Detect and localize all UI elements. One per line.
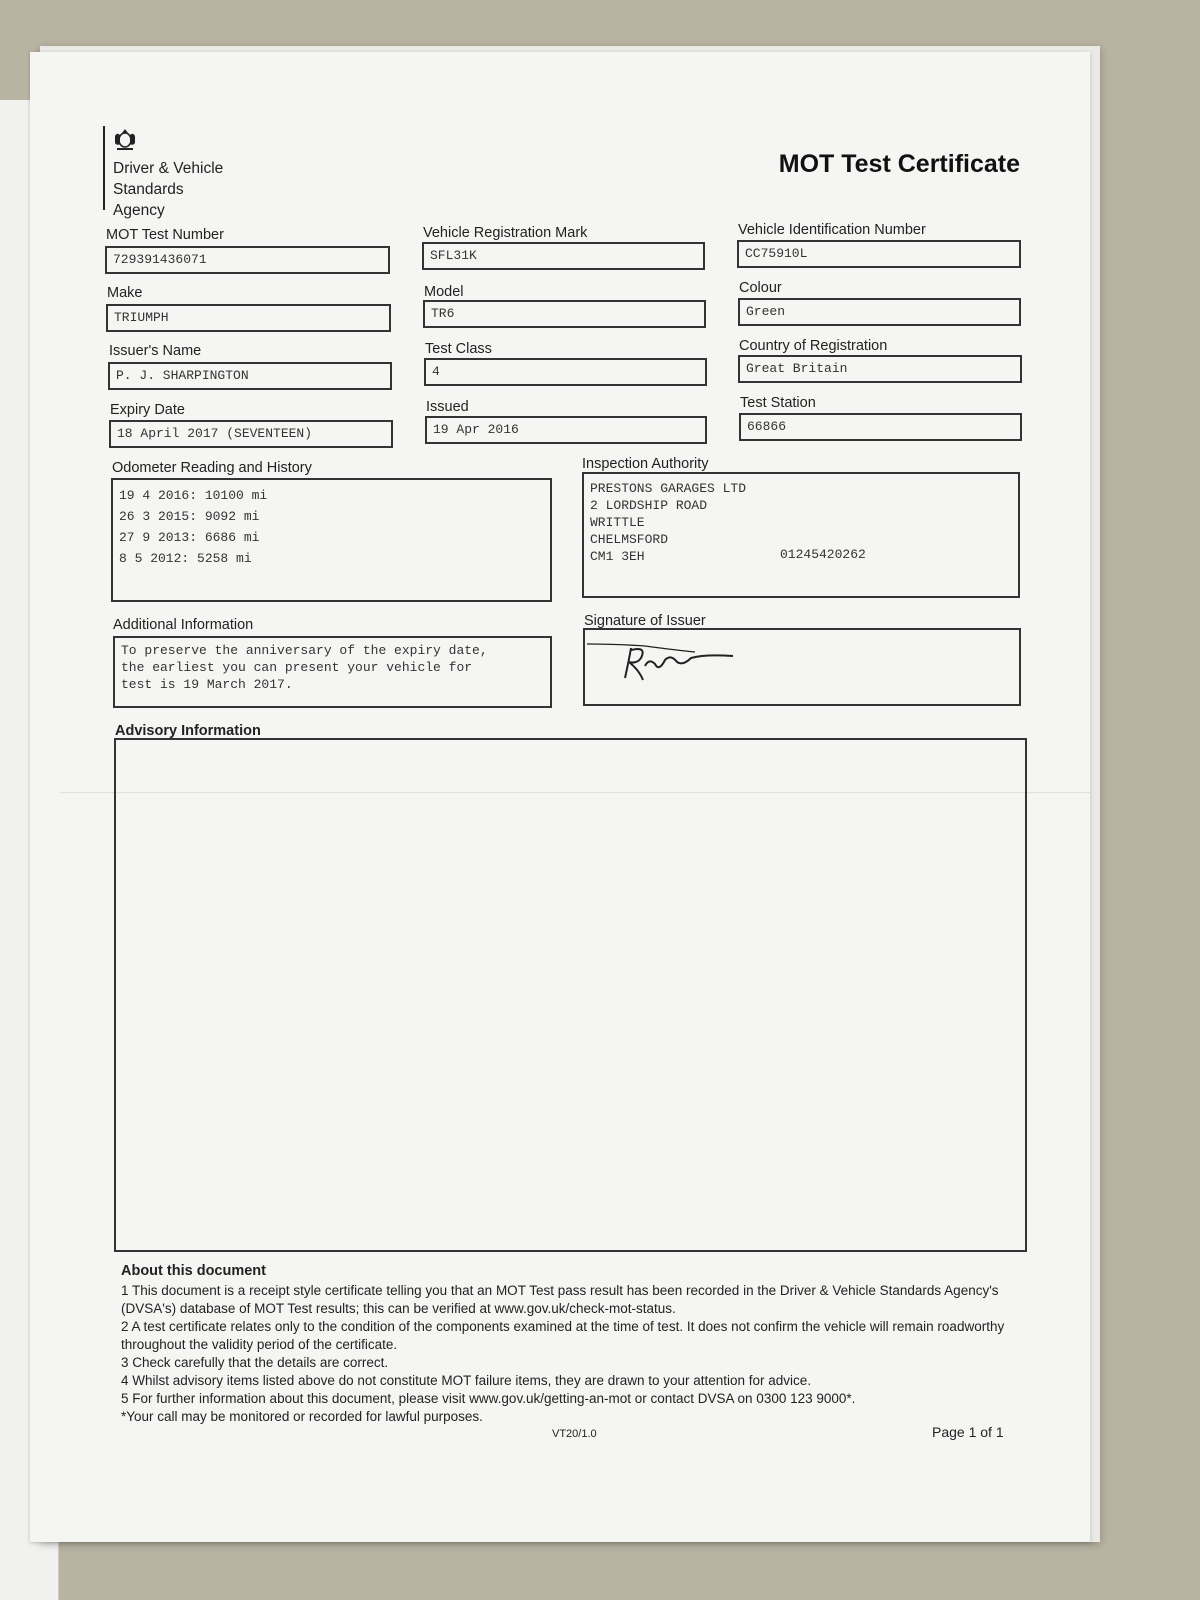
country-field	[738, 355, 1022, 383]
about-item: 2 A test certificate relates only to the condition of the components examined at the time of test. It does not confirm the vehicle will remain roadworthy throughout the validity period of the certificate.	[121, 1319, 1005, 1352]
issuer-name-label: Issuer's Name	[109, 343, 202, 359]
page-title: MOT Test Certificate	[778, 150, 1020, 178]
issuer-name-field	[108, 362, 392, 390]
registration-mark-field	[422, 242, 705, 270]
registration-mark-label: Vehicle Registration Mark	[423, 225, 588, 241]
inspection-authority-box	[582, 472, 1020, 598]
agency-name	[113, 158, 223, 221]
odometer-entry: 8 5 2012: 5258 mi	[119, 551, 252, 566]
agency-line-3: Agency	[113, 202, 165, 219]
test-station-label: Test Station	[740, 395, 816, 411]
address-line: WRITTLE	[590, 515, 645, 530]
vin-field	[737, 240, 1021, 268]
about-heading: About this document	[121, 1263, 266, 1279]
issued-field	[425, 416, 707, 444]
colour-value: Green	[746, 304, 786, 319]
issuer-name-value: P. J. SHARPINGTON	[116, 368, 249, 383]
logo-rule	[103, 126, 105, 210]
make-field	[106, 304, 391, 332]
agency-line-2: Standards	[113, 181, 184, 198]
registration-mark-value: SFL31K	[430, 248, 477, 263]
signature-label: Signature of Issuer	[584, 613, 706, 629]
address-line: PRESTONS GARAGES LTD	[590, 481, 747, 496]
issued-label: Issued	[426, 399, 469, 415]
odometer-history-box	[111, 478, 552, 602]
odometer-label: Odometer Reading and History	[112, 460, 312, 476]
issued-value: 19 Apr 2016	[433, 422, 519, 437]
model-value: TR6	[431, 306, 455, 321]
make-label: Make	[107, 285, 143, 301]
test-station-value: 66866	[747, 419, 787, 434]
additional-info-label: Additional Information	[113, 617, 254, 633]
dvsa-logo	[103, 126, 263, 219]
vin-value: CC75910L	[745, 246, 808, 261]
test-station-field	[739, 413, 1022, 441]
about-item: 5 For further information about this document, please visit www.gov.uk/getting-an-mot or contact DVSA on 0300 123 9000*.	[121, 1391, 856, 1406]
about-note: *Your call may be monitored or recorded for lawful purposes.	[121, 1409, 483, 1424]
form-code: VT20/1.0	[552, 1428, 597, 1440]
make-value: TRIUMPH	[114, 310, 169, 325]
about-item: 4 Whilst advisory items listed above do not constitute MOT failure items, they are drawn to your attention for advice.	[121, 1373, 812, 1388]
odometer-entry: 27 9 2013: 6686 mi	[119, 530, 260, 545]
expiry-date-label: Expiry Date	[110, 402, 185, 418]
odometer-entry: 19 4 2016: 10100 mi	[119, 488, 268, 503]
mot-test-number-value: 729391436071	[113, 252, 207, 267]
inspection-authority-label: Inspection Authority	[582, 456, 709, 472]
expiry-date-field	[109, 420, 393, 448]
model-field	[423, 300, 706, 328]
agency-line-1: Driver & Vehicle	[113, 160, 224, 177]
odometer-entry: 26 3 2015: 9092 mi	[119, 509, 260, 524]
about-item: 3 Check carefully that the details are correct.	[121, 1355, 389, 1370]
additional-info-box: To preserve the anniversary of the expiry date, the earliest you can present your vehicle for test is 19 March 2017.	[113, 636, 552, 708]
authority-phone: 01245420262	[780, 547, 866, 562]
test-class-field	[424, 358, 707, 386]
advisory-label: Advisory Information	[115, 723, 261, 739]
mot-test-number-label: MOT Test Number	[106, 227, 224, 243]
vin-label: Vehicle Identification Number	[738, 222, 926, 238]
advisory-box	[114, 738, 1027, 1252]
address-line: CM1 3EH	[590, 549, 645, 564]
test-class-value: 4	[432, 364, 440, 379]
about-section	[121, 1262, 1041, 1426]
address-line: 2 LORDSHIP ROAD	[590, 498, 708, 513]
handwritten-signature	[585, 630, 1023, 708]
mot-test-number-field	[105, 246, 390, 274]
country-value: Great Britain	[746, 361, 848, 376]
test-class-label: Test Class	[425, 341, 492, 357]
page-number: Page 1 of 1	[932, 1424, 1004, 1440]
expiry-date-value: 18 April 2017 (SEVENTEEN)	[117, 426, 313, 441]
model-label: Model	[424, 284, 464, 300]
colour-field	[738, 298, 1021, 326]
royal-crest-icon	[111, 126, 139, 152]
country-label: Country of Registration	[739, 338, 888, 354]
about-item: 1 This document is a receipt style certificate telling you that an MOT Test pass result has been recorded in the Driver & Vehicle Standards Agency's (DVSA's) database of MOT Test results; this can be verified at www.gov.uk/check-mot-status.	[121, 1283, 999, 1316]
colour-label: Colour	[739, 280, 782, 296]
address-line: CHELMSFORD	[590, 532, 669, 547]
signature-box	[583, 628, 1021, 706]
